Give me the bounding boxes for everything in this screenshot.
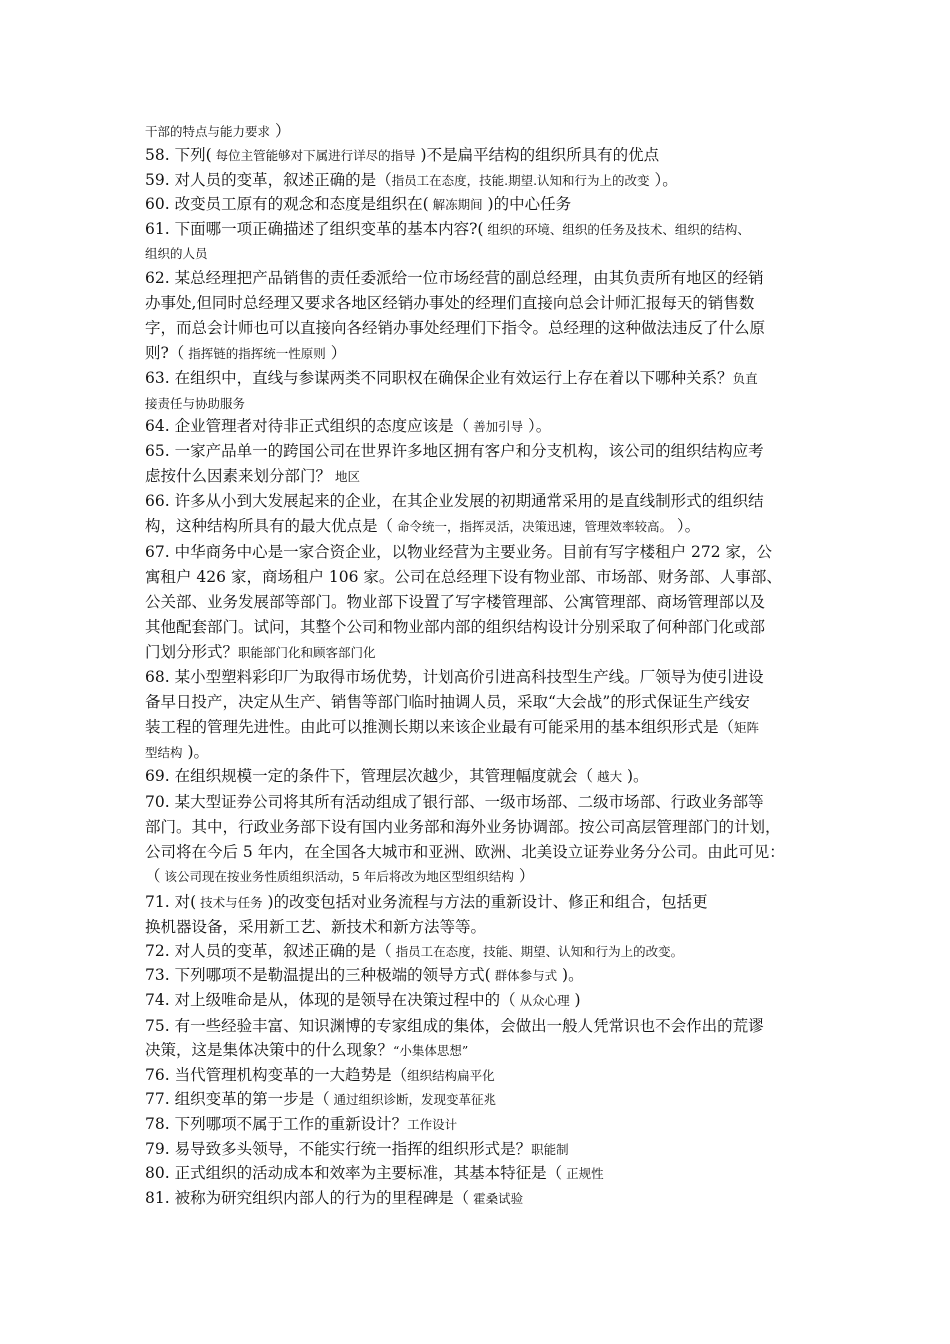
text-line: （ 该公司现在按业务性质组织活动，5 年后将改为地区型组织结构 ） xyxy=(145,867,535,885)
text-line: 门划分形式？职能部门化和顾客部门化 xyxy=(145,643,376,661)
text-line: 型结构 )。 xyxy=(145,743,209,761)
text-line: 组织的人员 xyxy=(145,246,208,261)
question-70: 70. 某大型证券公司将其所有活动组成了银行部、一级市场部、二级市场部、行政业务部等 xyxy=(145,793,764,811)
question-58: 58. 下列( 每位主管能够对下属进行详尽的指导 )不是扁平结构的组织所具有的优点 xyxy=(145,146,660,164)
text-line: 接责任与协助服务 xyxy=(145,396,246,411)
question-61: 61. 下面哪一项正确描述了组织变革的基本内容?( 组织的环境、组织的任务及技术、组织的结构、 xyxy=(145,220,750,238)
question-71: 71. 对( 技术与任务 )的改变包括对业务流程与方法的重新设计、修正和组合，包括更 xyxy=(145,893,708,911)
text-line: 其他配套部门。试问，其整个公司和物业部内部的组织结构设计分别采取了何种部门化或部 xyxy=(145,618,766,636)
text-line: 部门。其中，行政业务部下设有国内业务部和海外业务协调部。按公司高层管理部门的计划， xyxy=(145,818,781,836)
text-line: 公关部、业务发展部等部门。物业部下设置了写字楼管理部、公寓管理部、商场管理部以及 xyxy=(145,593,766,611)
question-75: 75. 有一些经验丰富、知识渊博的专家组成的集体，会做出一般人凭常识也不会作出的荒谬 xyxy=(145,1017,764,1035)
question-65: 65. 一家产品单一的跨国公司在世界许多地区拥有客户和分支机构，该公司的组织结构应考 xyxy=(145,442,764,460)
question-62: 62. 某总经理把产品销售的责任委派给一位市场经营的副总经理，由其负责所有地区的经销 xyxy=(145,269,764,287)
question-59: 59. 对人员的变革，叙述正确的是（指员工在态度，技能.期望.认知和行为上的改变 ）。 xyxy=(145,171,678,189)
question-67: 67. 中华商务中心是一家合资企业，以物业经营为主要业务。目前有写字楼租户 272 家，公 xyxy=(145,543,773,561)
text-line: 则?（ 指挥链的指挥统一性原则 ） xyxy=(145,344,347,362)
question-66: 66. 许多从小到大发展起来的企业，在其企业发展的初期通常采用的是直线制形式的组织结 xyxy=(145,492,764,510)
question-79: 79. 易导致多头领导，不能实行统一指挥的组织形式是？职能制 xyxy=(145,1140,569,1158)
text-line: 办事处,但同时总经理又要求各地区经销办事处的经理们直接向总会计师汇报每天的销售数 xyxy=(145,294,755,312)
question-76: 76. 当代管理机构变革的一大趋势是（组织结构扁平化 xyxy=(145,1066,495,1084)
text-line: 换机器设备，采用新工艺、新技术和新方法等等。 xyxy=(145,918,487,936)
text-line: 备早日投产，决定从生产、销售等部门临时抽调人员，采取“大会战”的形式保证生产线安 xyxy=(145,693,750,711)
text-line: 虑按什么因素来划分部门？ 地区 xyxy=(145,467,360,485)
text-line: 构，这种结构所具有的最大优点是（ 命令统一，指挥灵活，决策迅速，管理效率较高。 ）。 xyxy=(145,517,701,535)
question-63: 63. 在组织中，直线与参谋两类不同职权在确保企业有效运行上存在着以下哪种关系？负直 xyxy=(145,369,758,387)
text-line: 寓租户 426 家，商场租户 106 家。公司在总经理下设有物业部、市场部、财务部、人事部、 xyxy=(145,568,782,586)
question-81: 81. 被称为研究组织内部人的行为的里程碑是（ 霍桑试验 xyxy=(145,1189,524,1207)
question-80: 80. 正式组织的活动成本和效率为主要标准，其基本特征是（ 正规性 xyxy=(145,1164,604,1182)
text-line: 公司将在今后 5 年内，在全国各大城市和亚洲、欧洲、北美设立证券业务分公司。由此可见： xyxy=(145,843,785,861)
question-73: 73. 下列哪项不是勒温提出的三种极端的领导方式( 群体参与式 )。 xyxy=(145,966,584,984)
text-line: 干部的特点与能力要求 ） xyxy=(145,122,291,140)
question-68: 68. 某小型塑料彩印厂为取得市场优势，计划高价引进高科技型生产线。厂领导为使引进设 xyxy=(145,668,764,686)
question-69: 69. 在组织规模一定的条件下，管理层次越少，其管理幅度就会（ 越大 )。 xyxy=(145,767,649,785)
question-60: 60. 改变员工原有的观念和态度是组织在( 解冻期间 )的中心任务 xyxy=(145,195,572,213)
question-64: 64. 企业管理者对待非正式组织的态度应该是（ 善加引导 ）。 xyxy=(145,417,552,435)
text-line: 装工程的管理先进性。由此可以推测长期以来该企业最有可能采用的基本组织形式是（矩阵 xyxy=(145,718,760,736)
question-77: 77. 组织变革的第一步是（ 通过组织诊断，发现变革征兆 xyxy=(145,1090,497,1108)
text-line: 决策，这是集体决策中的什么现象？“小集体思想” xyxy=(145,1041,469,1059)
question-78: 78. 下列哪项不属于工作的重新设计？工作设计 xyxy=(145,1115,458,1133)
text-line: 字，而总会计师也可以直接向各经销办事处经理们下指令。总经理的这种做法违反了什么原 xyxy=(145,319,766,337)
question-72: 72. 对人员的变革，叙述正确的是（ 指员工在态度，技能、期望、认知和行为上的改变。 xyxy=(145,942,684,960)
question-74: 74. 对上级唯命是从，体现的是领导在决策过程中的（ 从众心理 ) xyxy=(145,991,581,1009)
